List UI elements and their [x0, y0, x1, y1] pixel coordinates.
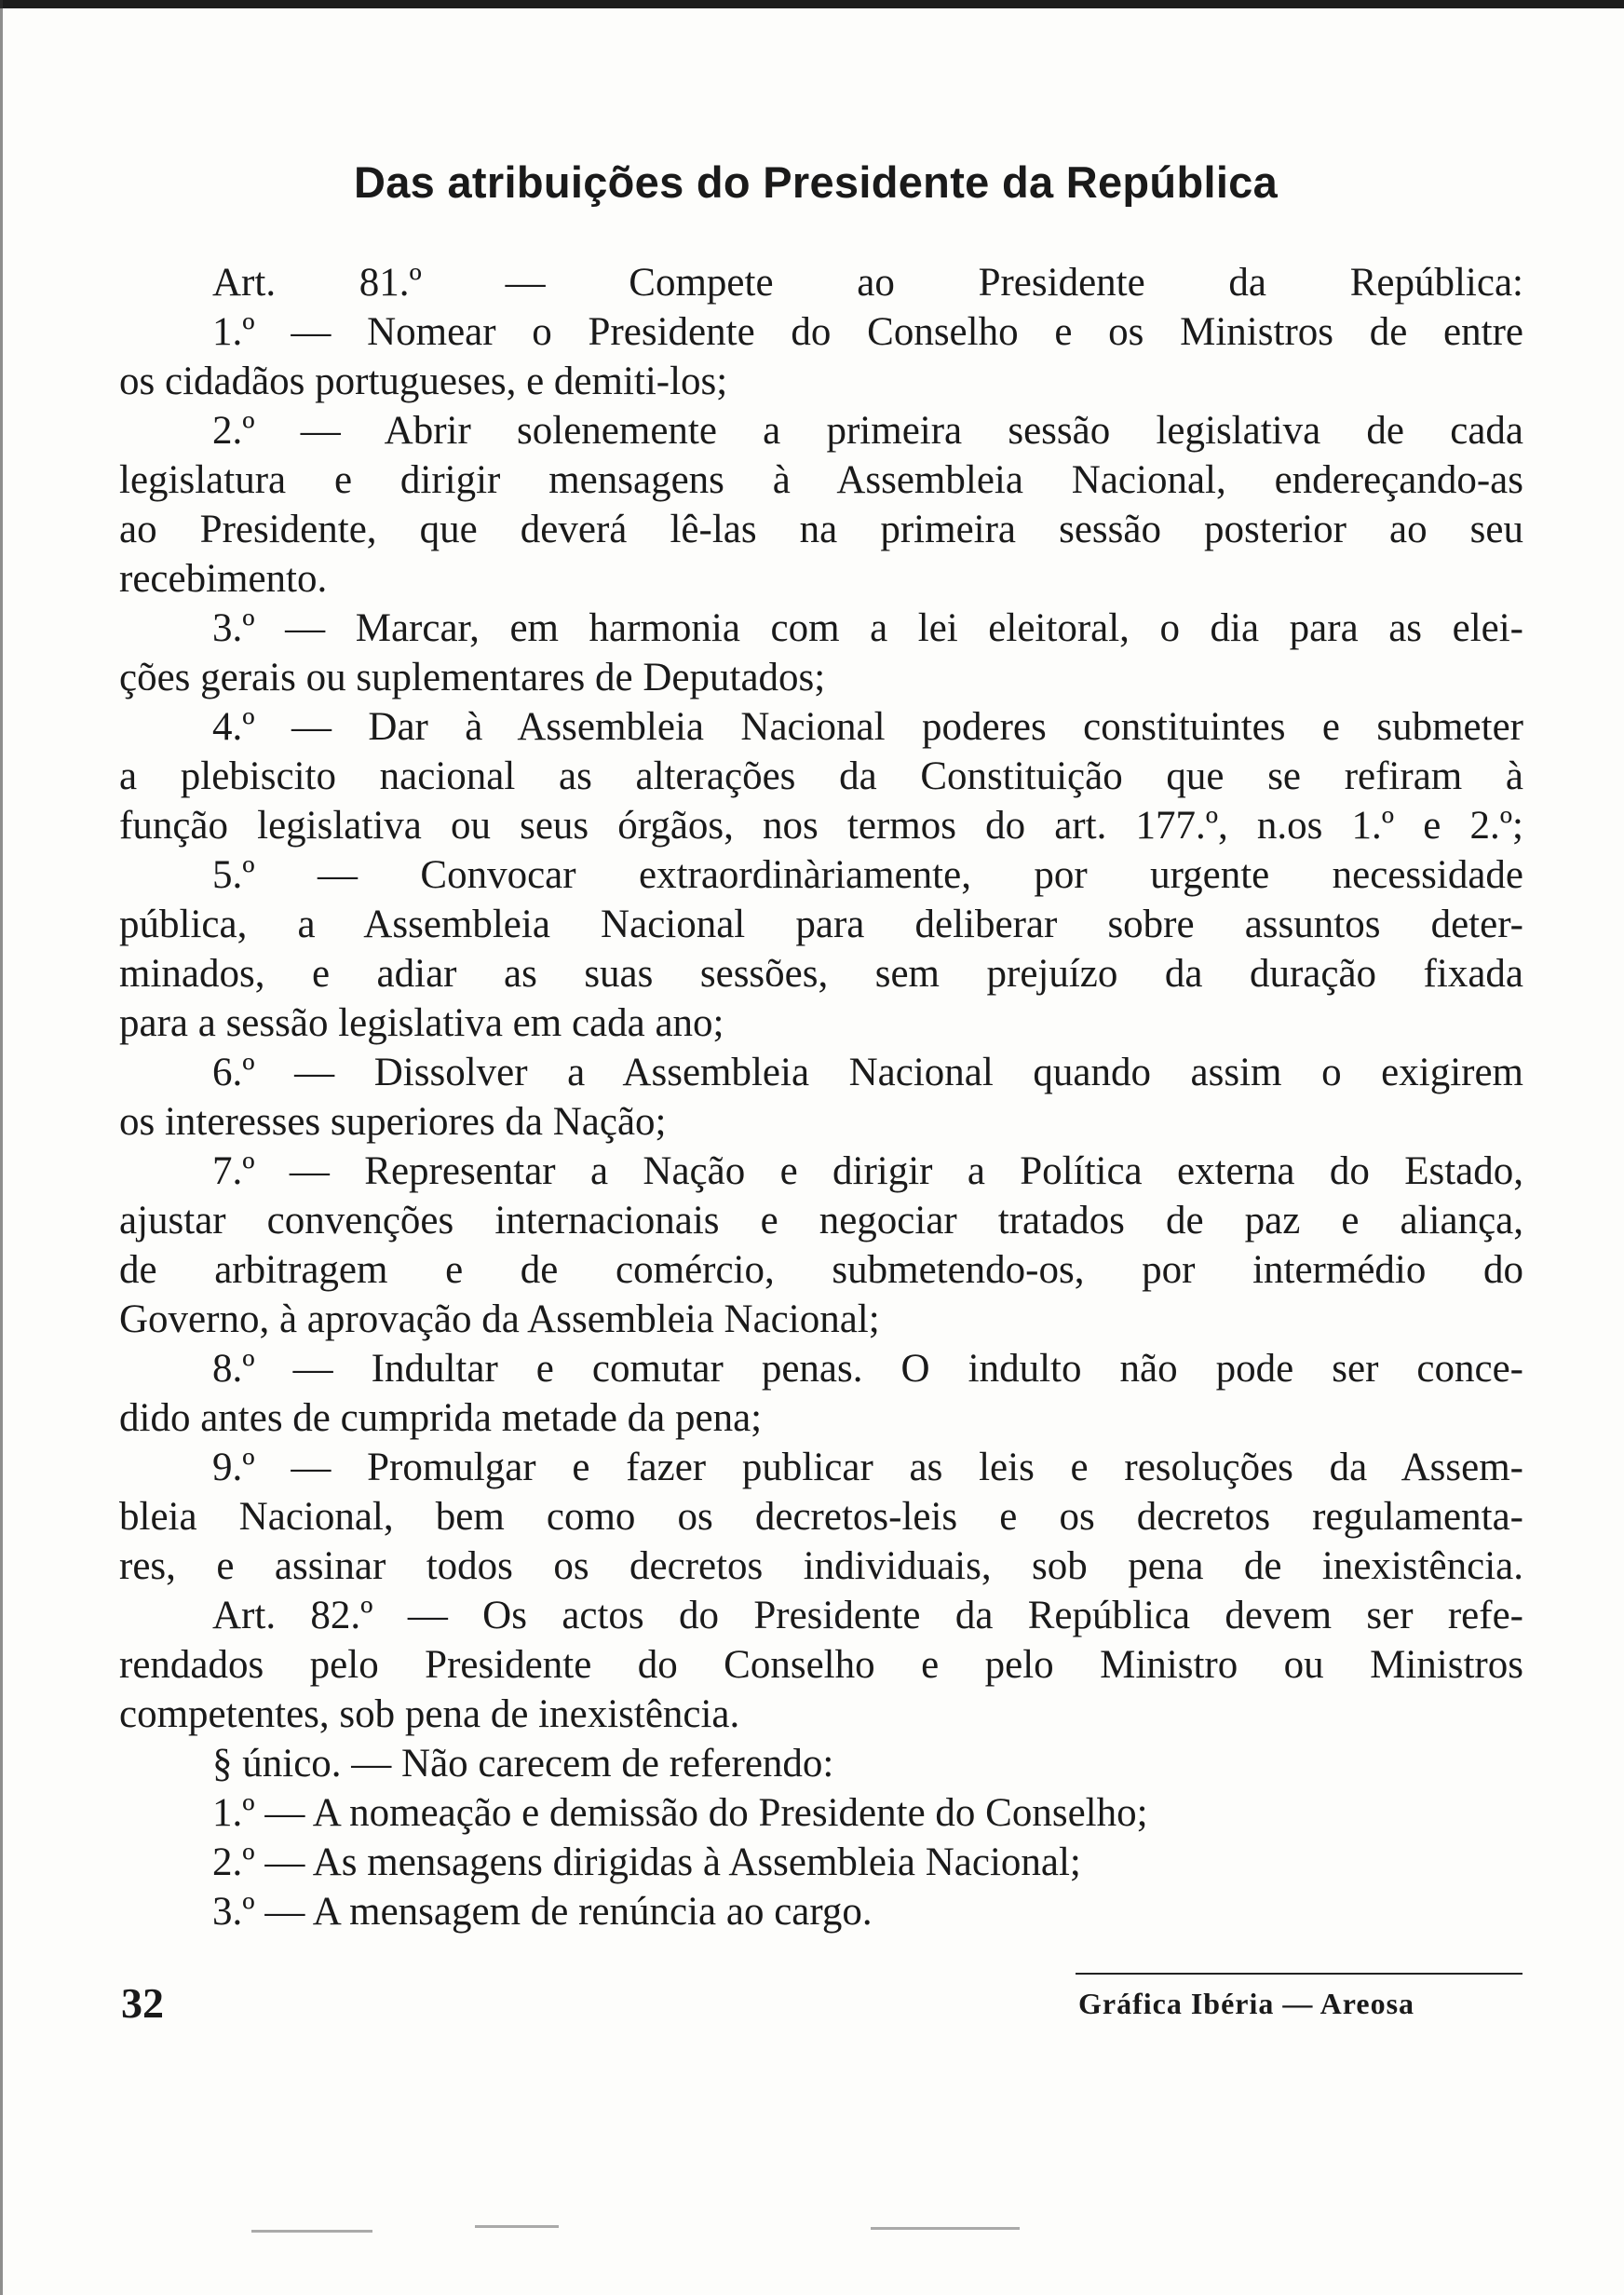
text-line: Art. 81.º — Compete ao Presidente da República:	[212, 261, 1523, 305]
text-line: 3.º — Marcar, em harmonia com a lei eleitoral, o dia para as elei-	[212, 606, 1523, 650]
top-edge-rule	[0, 0, 1624, 8]
body-text	[119, 258, 1523, 1936]
text-line: recebimento.	[119, 557, 328, 601]
text-line: § único. — Não carecem de referendo:	[212, 1742, 834, 1786]
text-line: ções gerais ou suplementares de Deputados;	[119, 656, 826, 699]
text-line: 1.º — Nomear o Presidente do Conselho e os Ministros de entre	[212, 310, 1523, 354]
text-line: Governo, à aprovação da Assembleia Nacional;	[119, 1297, 880, 1341]
text-line: a plebiscito nacional as alterações da Constituição que se refiram à	[119, 754, 1523, 798]
text-line: de arbitragem e de comércio, submetendo-os, por intermédio do	[119, 1248, 1523, 1292]
text-line: 9.º — Promulgar e fazer publicar as leis e resoluções da Assem-	[212, 1446, 1523, 1489]
text-line: rendados pelo Presidente do Conselho e pelo Ministro ou Ministros	[119, 1643, 1523, 1687]
printer-imprint: Gráfica Ibéria — Areosa	[1078, 1987, 1415, 2020]
text-line: 3.º — A mensagem de renúncia ao cargo.	[212, 1890, 873, 1934]
text-line: 7.º — Representar a Nação e dirigir a Política externa do Estado,	[212, 1149, 1523, 1193]
footer-rule	[1076, 1973, 1522, 1975]
text-line: Art. 82.º — Os actos do Presidente da República devem ser refe-	[212, 1594, 1523, 1637]
page-number: 32	[121, 1979, 164, 2027]
text-line: minados, e adiar as suas sessões, sem prejuízo da duração fixada	[119, 952, 1523, 996]
text-line: 2.º — As mensagens dirigidas à Assembleia Nacional;	[212, 1840, 1081, 1884]
text-line: para a sessão legislativa em cada ano;	[119, 1001, 724, 1045]
scan-smudge	[871, 2227, 1020, 2230]
text-line: 4.º — Dar à Assembleia Nacional poderes constituintes e submeter	[212, 705, 1523, 749]
section-title: Das atribuições do Presidente da República	[354, 157, 1279, 207]
text-line: ajustar convenções internacionais e negociar tratados de paz e aliança,	[119, 1199, 1523, 1243]
text-line: 2.º — Abrir solenemente a primeira sessão legislativa de cada	[212, 409, 1523, 453]
text-line: bleia Nacional, bem como os decretos-leis e os decretos regulamenta-	[119, 1495, 1523, 1539]
text-line: 6.º — Dissolver a Assembleia Nacional quando assim o exigirem	[212, 1051, 1523, 1094]
text-line: os cidadãos portugueses, e demiti-los;	[119, 360, 728, 403]
text-line: pública, a Assembleia Nacional para deliberar sobre assuntos deter-	[119, 903, 1523, 946]
text-line: 8.º — Indultar e comutar penas. O indulto não pode ser conce-	[212, 1347, 1523, 1391]
text-line: função legislativa ou seus órgãos, nos termos do art. 177.º, n.os 1.º e 2.º;	[119, 804, 1523, 848]
scan-smudge	[475, 2225, 559, 2228]
text-line: res, e assinar todos os decretos individuais, sob pena de inexistência.	[119, 1544, 1523, 1588]
scan-smudge	[251, 2230, 372, 2233]
text-line: 1.º — A nomeação e demissão do Presidente do Conselho;	[212, 1791, 1148, 1835]
text-line: dido antes de cumprida metade da pena;	[119, 1396, 763, 1440]
left-page-edge	[0, 0, 3, 2295]
text-line: os interesses superiores da Nação;	[119, 1100, 667, 1144]
text-line: ao Presidente, que deverá lê-las na primeira sessão posterior ao seu	[119, 508, 1523, 551]
text-line: legislatura e dirigir mensagens à Assembleia Nacional, endereçando-as	[119, 458, 1523, 502]
text-line: 5.º — Convocar extraordinàriamente, por urgente necessidade	[212, 853, 1523, 897]
text-line: competentes, sob pena de inexistência.	[119, 1692, 740, 1736]
